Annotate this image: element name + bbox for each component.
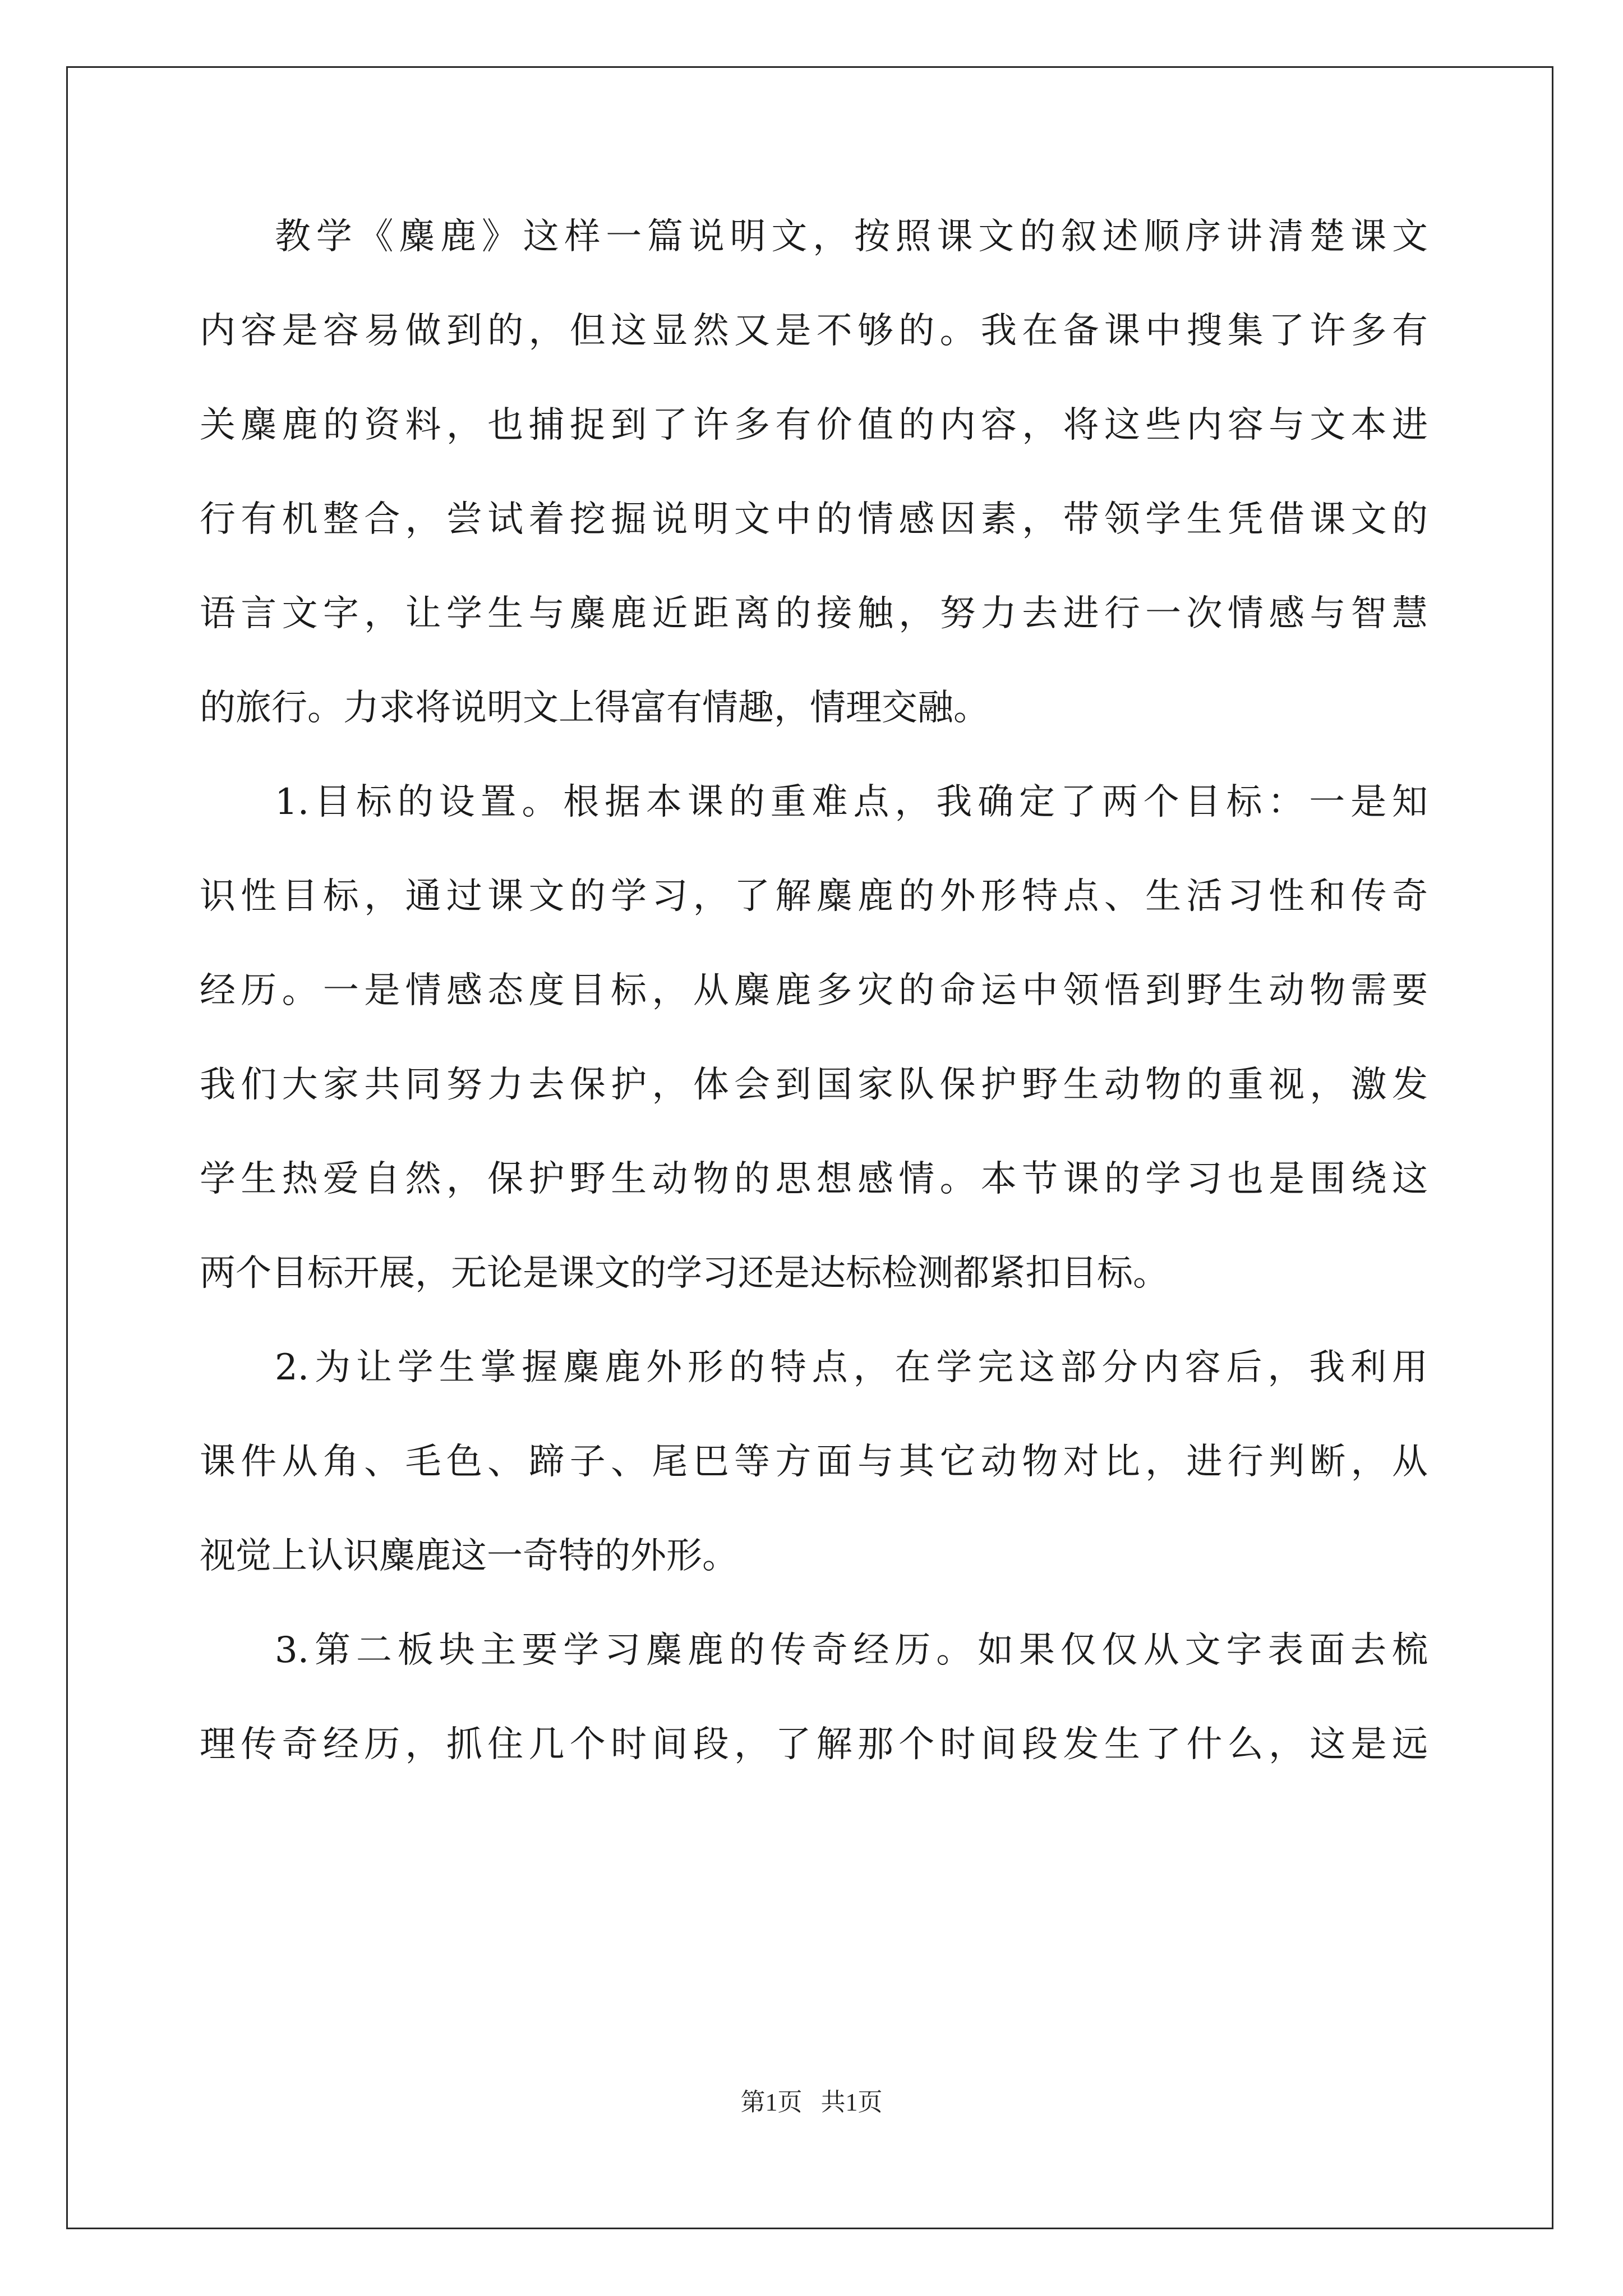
paragraph-1-line-1: 教学《麋鹿》这样一篇说明文，按照课文的叙述顺序讲清楚课文 [275, 216, 1428, 257]
paragraph-1-line-4: 行有机整合，尝试着挖掘说明文中的情感因素，带领学生凭借课文的 [200, 499, 1428, 540]
paragraph-3-line-1: 2.为让学生掌握麋鹿外形的特点，在学完这部分内容后，我利用 [275, 1347, 1428, 1388]
page-border [66, 66, 1553, 2229]
paragraph-2-line-2: 识性目标，通过课文的学习，了解麋鹿的外形特点、生活习性和传奇 [200, 876, 1428, 917]
paragraph-2-line-1: 1.目标的设置。根据本课的重难点，我确定了两个目标：一是知 [275, 781, 1428, 823]
paragraph-1-line-2: 内容是容易做到的，但这显然又是不够的。我在备课中搜集了许多有 [200, 310, 1428, 352]
paragraph-1-line-3: 关麋鹿的资料，也捕捉到了许多有价值的内容，将这些内容与文本进 [200, 404, 1428, 446]
paragraph-2-line-5: 学生热爱自然，保护野生动物的思想感情。本节课的学习也是围绕这 [200, 1158, 1428, 1200]
paragraph-3-line-2: 课件从角、毛色、蹄子、尾巴等方面与其它动物对比，进行判断，从 [200, 1441, 1428, 1483]
page-number-footer: 第1页 共1页 [740, 2088, 883, 2116]
paragraph-3-line-3: 视觉上认识麋鹿这一奇特的外形。 [200, 1535, 738, 1577]
paragraph-2-line-3: 经历。一是情感态度目标，从麋鹿多灾的命运中领悟到野生动物需要 [200, 970, 1428, 1011]
paragraph-4-line-2: 理传奇经历，抓住几个时间段，了解那个时间段发生了什么，这是远 [200, 1724, 1428, 1765]
paragraph-2-line-6: 两个目标开展，无论是课文的学习还是达标检测都紧扣目标。 [200, 1253, 1169, 1294]
paragraph-1-line-5: 语言文字，让学生与麋鹿近距离的接触，努力去进行一次情感与智慧 [200, 593, 1428, 634]
paragraph-4-line-1: 3.第二板块主要学习麋鹿的传奇经历。如果仅仅从文字表面去梳 [275, 1630, 1428, 1671]
paragraph-1-line-6: 的旅行。力求将说明文上得富有情趣，情理交融。 [200, 687, 989, 729]
paragraph-2-line-4: 我们大家共同努力去保护，体会到国家队保护野生动物的重视，激发 [200, 1064, 1428, 1106]
